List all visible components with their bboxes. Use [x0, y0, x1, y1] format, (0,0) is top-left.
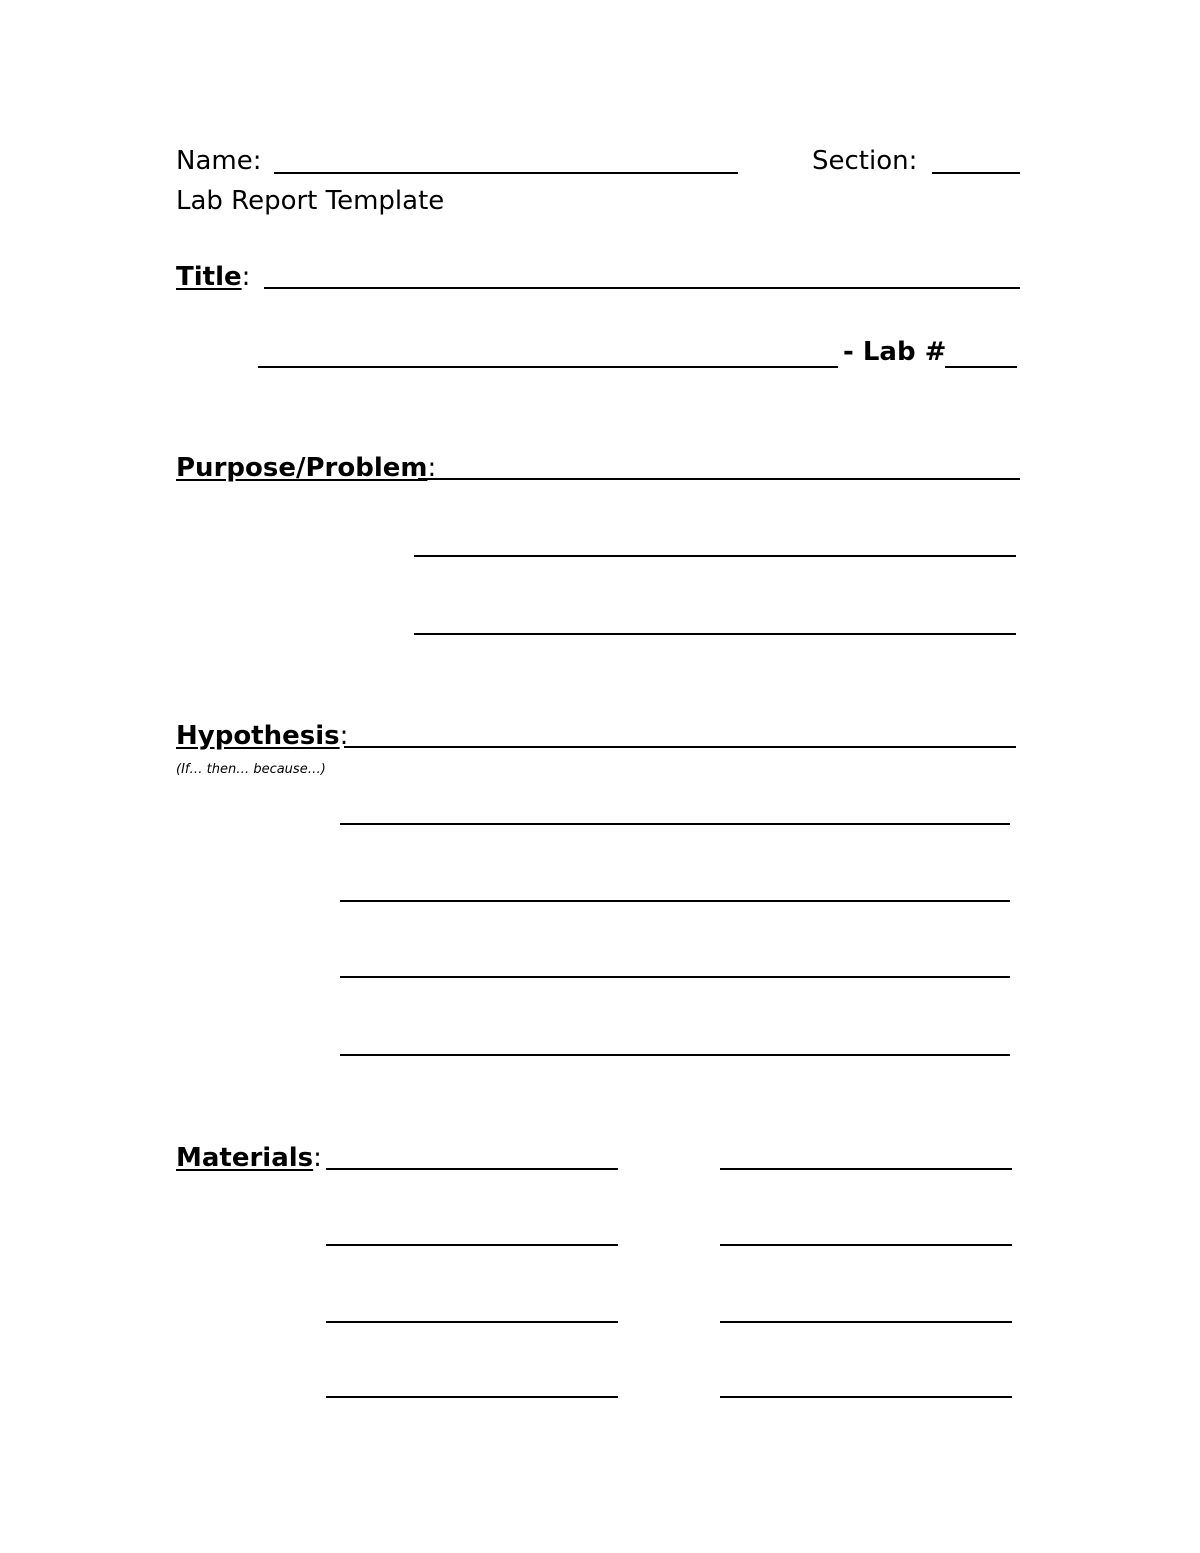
materials-field-left-1[interactable] [326, 1168, 618, 1170]
materials-field-right-1[interactable] [720, 1168, 1012, 1170]
hypothesis-hint: (If… then… because…) [176, 762, 326, 777]
title-colon: : [241, 262, 251, 292]
materials-field-left-4[interactable] [326, 1396, 618, 1398]
title-label-text: Title [176, 262, 242, 292]
materials-field-left-3[interactable] [326, 1321, 618, 1323]
materials-field-right-4[interactable] [720, 1396, 1012, 1398]
title-field-line-1[interactable] [264, 287, 1020, 289]
hypothesis-field-line-2[interactable] [340, 823, 1010, 825]
materials-field-left-2[interactable] [326, 1244, 618, 1246]
hypothesis-colon: : [339, 721, 349, 751]
hypothesis-field-line-4[interactable] [340, 976, 1010, 978]
lab-number-field[interactable] [945, 366, 1017, 368]
purpose-colon: : [427, 453, 437, 483]
materials-label-text: Materials [176, 1143, 314, 1173]
hypothesis-label-text: Hypothesis [176, 721, 340, 751]
purpose-field-line-1[interactable] [418, 478, 1020, 480]
hypothesis-field-line-3[interactable] [340, 900, 1010, 902]
hypothesis-field-line-1[interactable] [344, 746, 1016, 748]
materials-field-right-3[interactable] [720, 1321, 1012, 1323]
document-title: Lab Report Template [176, 186, 445, 216]
materials-colon: : [313, 1143, 322, 1173]
section-field[interactable] [932, 172, 1020, 174]
name-field[interactable] [274, 172, 738, 174]
name-label: Name: [176, 146, 262, 176]
materials-label [176, 1143, 322, 1173]
hypothesis-label [176, 721, 348, 751]
purpose-label-text: Purpose/Problem [176, 453, 428, 483]
section-label: Section: [812, 146, 918, 176]
purpose-label [176, 453, 436, 483]
title-label [176, 262, 250, 292]
materials-field-right-2[interactable] [720, 1244, 1012, 1246]
lab-number-label: - Lab # [843, 337, 947, 367]
purpose-field-line-3[interactable] [414, 633, 1016, 635]
title-field-line-2[interactable] [258, 366, 838, 368]
hypothesis-field-line-5[interactable] [340, 1054, 1010, 1056]
purpose-field-line-2[interactable] [414, 555, 1016, 557]
